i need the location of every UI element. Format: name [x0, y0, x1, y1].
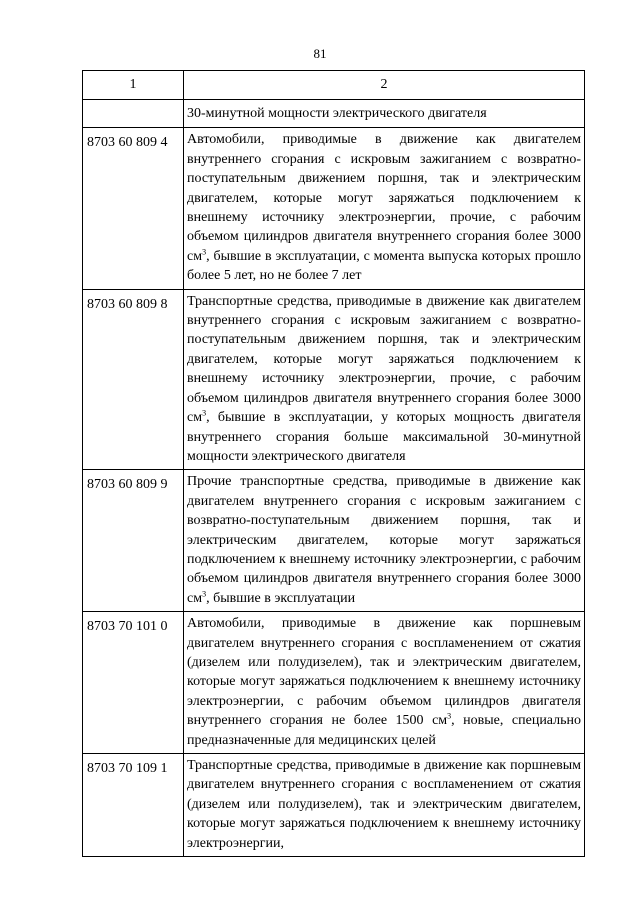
superscript: 3 — [202, 408, 207, 418]
row-description — [184, 754, 585, 857]
superscript: 3 — [202, 589, 207, 599]
row-code: 8703 70 101 0 — [83, 612, 184, 754]
table-row — [83, 754, 585, 857]
description-text-tail: , новые, специально предназначенные для медицинских целей — [187, 713, 582, 748]
header-col-1: 1 — [83, 71, 184, 100]
description-text: Прочие транспортные средства, приводимые в движение как двигателем внутреннего сгорания с искровым зажиганием с возвратно-поступательным движением поршня, так и электрическим двигателем, которые могут заряжаться подключением к внешнему источнику электроэнергии, с рабочим объемом цилиндров двигателя внутреннего сгорания более 3000 см — [187, 474, 581, 606]
page-number: 81 — [313, 46, 327, 61]
description-text-tail: , бывшие в эксплуатации, с момента выпуска которых прошло более 5 лет, но не более 7 лет — [187, 248, 581, 284]
row-code: 8703 70 109 1 — [83, 754, 184, 857]
row-description — [184, 289, 585, 470]
header-col-2: 2 — [184, 71, 585, 100]
tariff-code-table — [82, 70, 585, 857]
table-row — [83, 128, 585, 289]
description-text-tail: , бывшие в эксплуатации, у которых мощность двигателя внутреннего сгорания больше максимальной 30-минутной мощности электрического двигателя — [187, 410, 581, 464]
description-text: Автомобили, приводимые в движение как двигателем внутреннего сгорания с искровым зажиганием с возвратно-поступательным движением поршня, так и электрическим двигателем, которые могут заряжаться подключением к внешнему источнику электроэнергии, прочие, с рабочим объемом цилиндров двигателя внутреннего сгорания более 3000 см — [187, 132, 581, 264]
continuation-code-cell — [83, 100, 184, 128]
superscript: 3 — [202, 247, 207, 257]
row-description — [184, 470, 585, 612]
continuation-row — [83, 100, 585, 128]
description-text: Транспортные средства, приводимые в движение как поршневым двигателем внутреннего сгорания с воспламенением от сжатия (дизелем или полудизелем), так и электрическим двигателем, которые могут заряжаться подключением к внешнему источнику электроэнергии, — [187, 758, 581, 851]
row-code: 8703 60 809 9 — [83, 470, 184, 612]
row-code: 8703 60 809 4 — [83, 128, 184, 289]
continuation-text: 30-минутной мощности электрического двигателя — [184, 100, 585, 128]
table-row — [83, 289, 585, 470]
description-text-tail: , бывшие в эксплуатации — [206, 590, 356, 606]
superscript: 3 — [447, 711, 452, 721]
row-code: 8703 60 809 8 — [83, 289, 184, 470]
table-row — [83, 470, 585, 612]
row-description — [184, 612, 585, 754]
description-text: Транспортные средства, приводимые в движение как двигателем внутреннего сгорания с искровым зажиганием с возвратно-поступательным движением поршня, так и электрическим двигателем, которые могут заряжаться подключением к внешнему источнику электроэнергии, прочие, с рабочим объемом цилиндров двигателя внутреннего сгорания более 3000 см — [187, 293, 581, 426]
table-row — [83, 612, 585, 754]
table-header-row — [83, 71, 585, 100]
row-description — [184, 128, 585, 289]
description-text: Автомобили, приводимые в движение как поршневым двигателем внутреннего сгорания с воспламенением от сжатия (дизелем или полудизелем), так и электрическим двигателем, которые могут заряжаться подключением к внешнему источнику электроэнергии, с рабочим объемом цилиндров двигателя внутреннего сгорания не более 1500 см — [187, 616, 581, 729]
